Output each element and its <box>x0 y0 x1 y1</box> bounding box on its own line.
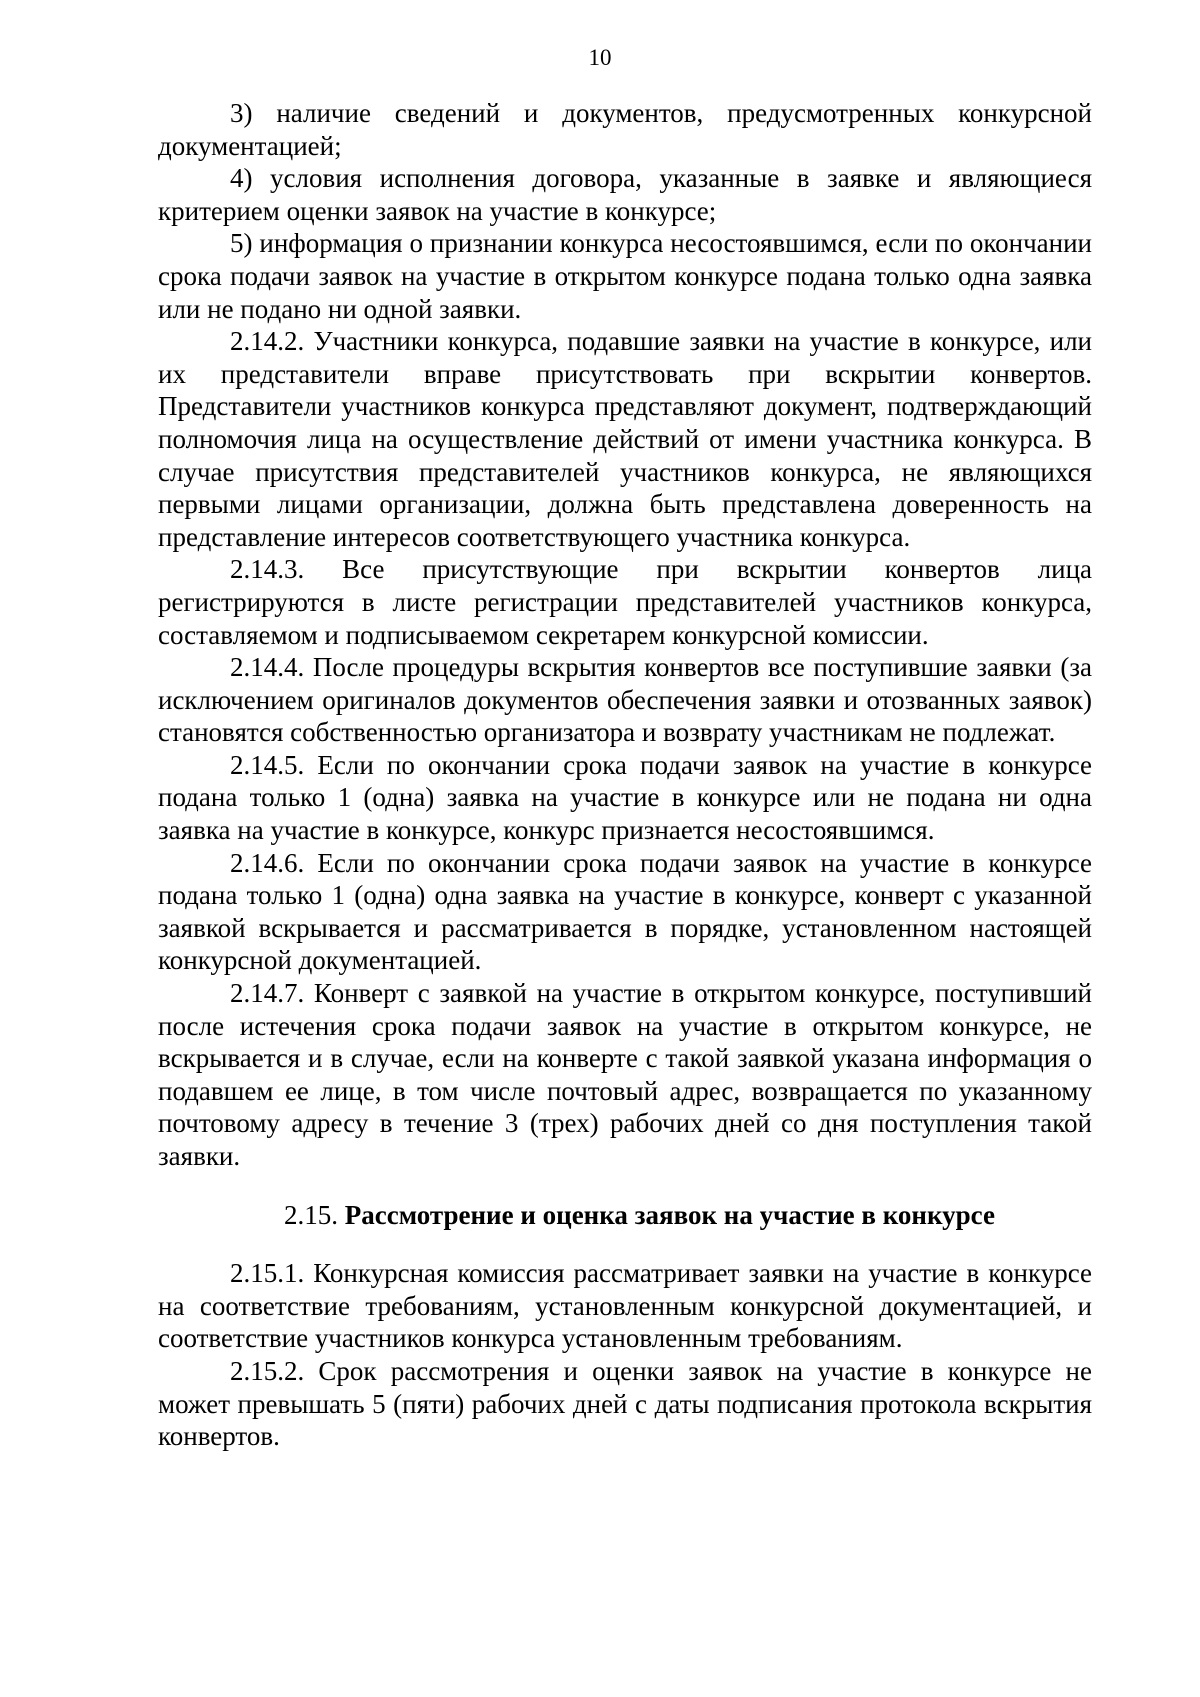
paragraph-2-14-5: 2.14.5. Если по окончании срока подачи заявок на участие в конкурсе подана только 1 (одна) заявка на участие в конкурсе или не подана ни одна заявка на участие в конкурсе, конкурс признается несостоявшимся. <box>158 749 1092 846</box>
paragraph-2-15-1: 2.15.1. Конкурсная комиссия рассматривает заявки на участие в конкурсе на соответствие требованиям, установленным конкурсной документацией, и соответствие участников конкурса установленным требованиям. <box>158 1258 1092 1354</box>
section-title: Рассмотрение и оценка заявок на участие в конкурсе <box>344 1199 995 1230</box>
paragraph-2-14-7: 2.14.7. Конверт с заявкой на участие в открытом конкурсе, поступивший после истечения срока подачи заявок на участие в открытом конкурсе, не вскрывается и в случае, если на конверте с такой заявкой указана информация о подавшем ее лице, в том числе почтовый адрес, возвращается по указанному почтовому адресу в течение 3 (трех) рабочих дней со дня поступления такой заявки. <box>158 978 1092 1171</box>
paragraph-item-4: 4) условия исполнения договора, указанные в заявке и являющиеся критерием оценки заявок на участие в конкурсе; <box>158 163 1092 226</box>
paragraph-2-14-6: 2.14.6. Если по окончании срока подачи заявок на участие в конкурсе подана только 1 (одна) одна заявка на участие в конкурсе, конверт с указанной заявкой вскрывается и рассматривается в порядке, установленном настоящей конкурсной документацией. <box>158 847 1092 976</box>
paragraph-2-15-2: 2.15.2. Срок рассмотрения и оценки заявок на участие в конкурсе не может превышать 5 (пяти) рабочих дней с даты подписания протокола вскрытия конвертов. <box>158 1355 1092 1452</box>
paragraph-item-5: 5) информация о признании конкурса несостоявшимся, если по окончании срока подачи заявок на участие в открытом конкурсе подана только одна заявка или не подано ни одной заявки. <box>158 228 1092 324</box>
paragraph-2-14-2: 2.14.2. Участники конкурса, подавшие заявки на участие в конкурсе, или их представители вправе присутствовать при вскрытии конвертов. Представители участников конкурса представляют документ, подтверждающий полномочия лица на осуществление действий от имени участника конкурса. В случае присутствия представителей участников конкурса, не являющихся первыми лицами организации, должна быть представлена доверенность на представление интересов соответствующего участника конкурса. <box>158 326 1092 552</box>
paragraph-2-14-3: 2.14.3. Все присутствующие при вскрытии конвертов лица регистрируются в листе регистрации представителей участников конкурса, составляемом и подписываемом секретарем конкурсной комиссии. <box>158 554 1092 650</box>
document-body <box>158 97 1092 1453</box>
paragraph-item-3: 3) наличие сведений и документов, предусмотренных конкурсной документацией; <box>158 98 1092 161</box>
section-heading <box>158 1199 1092 1232</box>
page-number: 10 <box>588 45 612 70</box>
section-number: 2.15. <box>284 1199 338 1230</box>
paragraph-2-14-4: 2.14.4. После процедуры вскрытия конвертов все поступившие заявки (за исключением оригиналов документов обеспечения заявки и отозванных заявок) становятся собственностью организатора и возврату участникам не подлежат. <box>158 652 1092 748</box>
